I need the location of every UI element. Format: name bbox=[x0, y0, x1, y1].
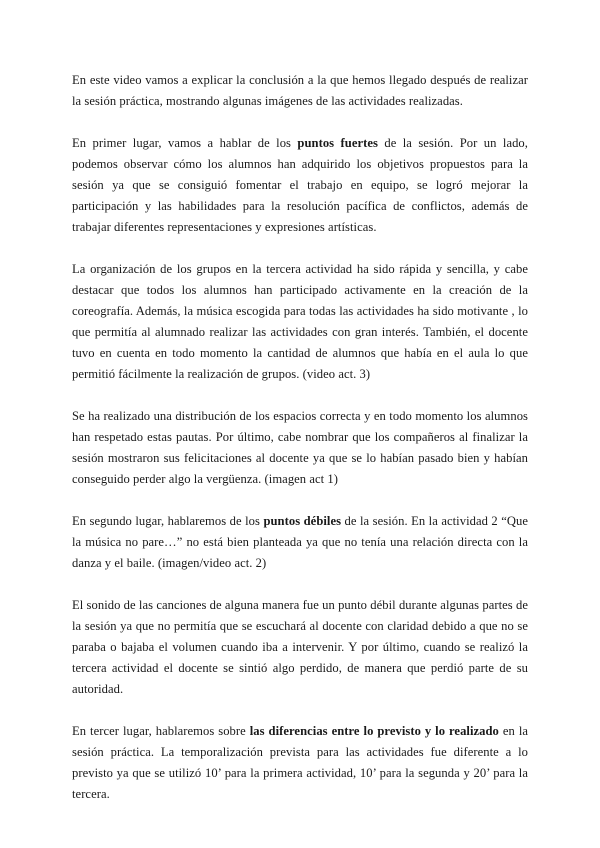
paragraph-sound-issues bbox=[72, 595, 528, 700]
paragraph-text: de la sesión. Por un lado, podemos observar cómo los alumnos han adquirido los objetivos propuestos para la sesión ya que se consiguió fomentar el trabajo en equipo, se logró mejorar la participación y las habilidades para la resolución pacífica de conflictos, además de trabajar diferentes representaciones y expresiones artísticas. bbox=[72, 136, 528, 234]
paragraph-text: En este video vamos a explicar la conclusión a la que hemos llegado después de realizar la sesión práctica, mostrando algunas imágenes de las actividades realizadas. bbox=[72, 73, 528, 108]
paragraph-intro bbox=[72, 70, 528, 112]
paragraph-text: La organización de los grupos en la tercera actividad ha sido rápida y sencilla, y cabe destacar que todos los alumnos han participado activamente en la creación de la coreografía. Además, la música escogida para todas las actividades ha sido motivante , lo que permitía al alumnado realizar las actividades con gran interés. También, el docente tuvo en cuenta en todo momento la cantidad de alumnos que había en el aula lo que permitió fácilmente la realización de grupos. (video act. 3) bbox=[72, 262, 528, 381]
paragraph-space-distribution bbox=[72, 406, 528, 490]
paragraph-text: Se ha realizado una distribución de los espacios correcta y en todo momento los alumnos han respetado estas pautas. Por último, cabe nombrar que los compañeros al finalizar la sesión mostraron sus felicitaciones al docente ya que se lo habían pasado bien y habían conseguido perder algo la vergüenza. (imagen act 1) bbox=[72, 409, 528, 486]
paragraph-text: en la sesión práctica. La temporalización prevista para las actividades fue diferente a lo previsto ya que se utilizó 10’ para la primera actividad, 10’ para la segunda y 20’ para la tercera. bbox=[72, 724, 529, 801]
paragraph-text: El sonido de las canciones de alguna manera fue un punto débil durante algunas partes de la sesión ya que no permitía que se escuchará al docente con claridad debido a que no se paraba o bajaba el volumen cuando iba a intervenir. Y por último, cuando se realizó la tercera actividad el docente se sintió algo perdido, de manera que perdió parte de su autoridad. bbox=[72, 598, 528, 696]
paragraph-strong-points bbox=[72, 133, 528, 238]
paragraph-text: En segundo lugar, hablaremos de los bbox=[72, 514, 264, 528]
paragraph-text: En tercer lugar, hablaremos sobre bbox=[72, 724, 250, 738]
bold-heading-diferencias: las diferencias entre lo previsto y lo realizado bbox=[249, 724, 499, 738]
paragraph-group-organization bbox=[72, 259, 528, 385]
bold-heading-puntos-fuertes: puntos fuertes bbox=[297, 136, 378, 150]
bold-heading-puntos-debiles: puntos débiles bbox=[263, 514, 342, 528]
paragraph-weak-points bbox=[72, 511, 528, 574]
paragraph-text: de la sesión. En la actividad 2 “Que la música no pare…” no está bien planteada ya que no tenía una relación directa con la danza y el baile. (imagen/video act. 2) bbox=[72, 514, 529, 570]
document-body bbox=[72, 70, 528, 805]
paragraph-text: En primer lugar, vamos a hablar de los bbox=[72, 136, 298, 150]
paragraph-differences bbox=[72, 721, 528, 805]
